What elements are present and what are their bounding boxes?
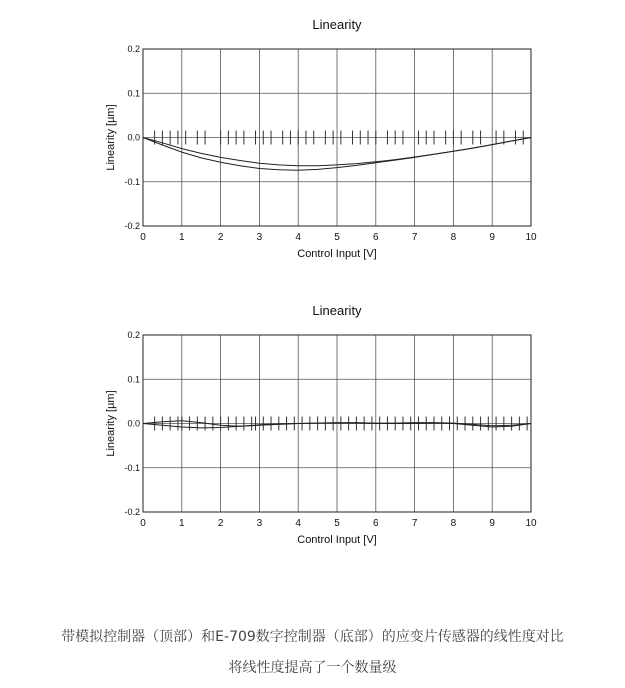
chart-svg-analog <box>0 0 625 275</box>
x-tick-label: 3 <box>256 232 263 243</box>
x-tick-label: 2 <box>217 518 224 529</box>
y-tick-label: 0.2 <box>127 330 140 340</box>
x-axis-label: Control Input [V] <box>297 534 377 546</box>
x-tick-label: 4 <box>295 518 301 529</box>
x-tick-label: 7 <box>411 232 418 243</box>
x-tick-label: 1 <box>179 232 185 243</box>
x-axis-label: Control Input [V] <box>297 248 377 260</box>
x-tick-label: 1 <box>179 518 185 529</box>
y-tick-label: 0.0 <box>127 418 140 429</box>
x-tick-label: 7 <box>411 518 418 529</box>
x-tick-label: 2 <box>217 232 224 243</box>
linearity-chart-analog <box>0 0 625 275</box>
x-tick-label: 0 <box>140 232 146 243</box>
y-axis-label: Linearity [µm] <box>105 390 117 457</box>
y-tick-label: 0.2 <box>127 44 140 54</box>
caption-line-1: 带模拟控制器（顶部）和E-709数字控制器（底部）的应变片传感器的线性度对比 <box>61 629 564 645</box>
chart-title-digital: Linearity <box>312 303 362 318</box>
y-tick-label: -0.1 <box>124 462 140 473</box>
x-tick-label: 9 <box>489 518 495 529</box>
x-tick-label: 10 <box>525 232 537 243</box>
x-tick-label: 9 <box>489 232 495 243</box>
x-tick-label: 3 <box>256 518 263 529</box>
x-tick-label: 4 <box>295 232 301 243</box>
x-tick-label: 8 <box>450 518 457 529</box>
x-tick-label: 6 <box>373 232 379 243</box>
y-tick-label: 0.1 <box>127 88 140 99</box>
y-tick-label: 0.1 <box>127 374 140 385</box>
y-tick-label: -0.1 <box>124 176 140 187</box>
chart-svg-digital <box>0 290 625 560</box>
caption-line-2: 将线性度提高了一个数量级 <box>228 660 397 676</box>
x-tick-label: 5 <box>334 518 340 529</box>
y-tick-label: 0.0 <box>127 132 140 143</box>
linearity-chart-digital <box>0 290 625 560</box>
x-tick-label: 6 <box>373 518 379 529</box>
y-tick-label: -0.2 <box>124 507 140 517</box>
y-axis-label: Linearity [µm] <box>105 104 117 171</box>
chart-title-analog: Linearity <box>312 17 362 32</box>
figure-caption <box>0 622 625 684</box>
x-tick-label: 5 <box>334 232 340 243</box>
x-tick-label: 8 <box>450 232 457 243</box>
y-tick-label: -0.2 <box>124 221 140 231</box>
x-tick-label: 10 <box>525 518 537 529</box>
x-tick-label: 0 <box>140 518 146 529</box>
